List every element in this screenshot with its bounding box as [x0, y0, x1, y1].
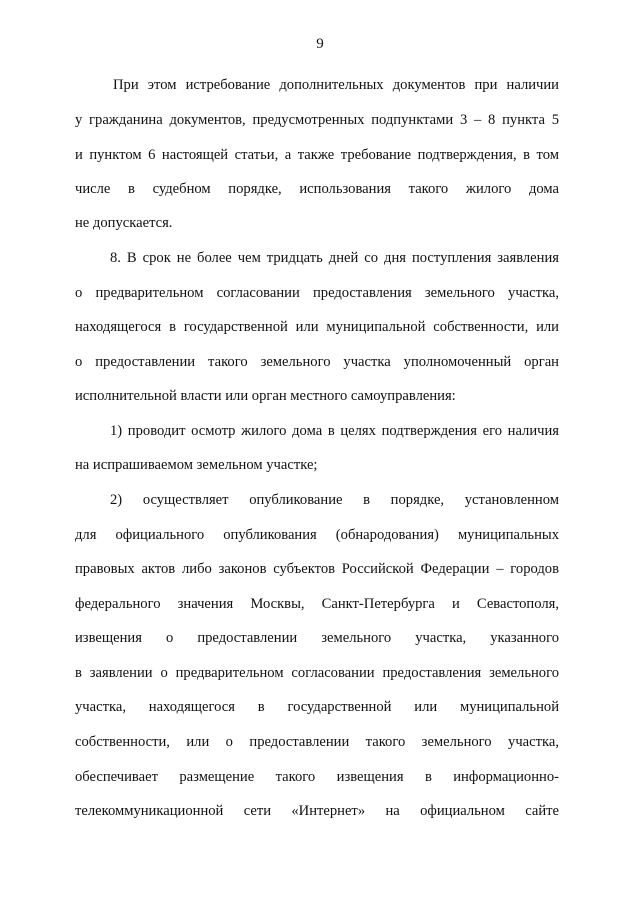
text-line: исполнительной власти или орган местного самоуправления:	[75, 388, 456, 404]
page-number: 9	[316, 36, 324, 52]
text-line: извещения о предоставлении земельного участка, указанного	[75, 630, 559, 646]
text-line: собственности, или о предоставлении такого земельного участка,	[75, 734, 559, 750]
text-line: о предварительном согласовании предоставления земельного участка,	[75, 285, 559, 301]
text-line: на испрашиваемом земельном участке;	[75, 457, 318, 473]
text-line: телекоммуникационной сети «Интернет» на официальном сайте	[75, 803, 559, 819]
text-line: 2) осуществляет опубликование в порядке, установленном	[110, 492, 559, 508]
text-line: находящегося в государственной или муниципальной собственности, или	[75, 319, 559, 335]
text-line: в заявлении о предварительном согласовании предоставления земельного	[75, 665, 559, 681]
text-line: федерального значения Москвы, Санкт-Петербурга и Севастополя,	[75, 596, 559, 612]
text-line: участка, находящегося в государственной или муниципальной	[75, 699, 559, 715]
text-line: обеспечивает размещение такого извещения в информационно-	[75, 769, 559, 785]
text-line: правовых актов либо законов субъектов Российской Федерации – городов	[75, 561, 559, 577]
text-line: не допускается.	[75, 215, 173, 231]
text-line: 1) проводит осмотр жилого дома в целях подтверждения его наличия	[110, 423, 559, 439]
text-line: и пунктом 6 настоящей статьи, а также требование подтверждения, в том	[75, 147, 559, 163]
text-line: у гражданина документов, предусмотренных подпунктами 3 – 8 пункта 5	[75, 112, 559, 128]
text-line: 8. В срок не более чем тридцать дней со дня поступления заявления	[110, 250, 559, 266]
text-line: При этом истребование дополнительных документов при наличии	[113, 77, 559, 93]
text-line: для официального опубликования (обнародования) муниципальных	[75, 527, 559, 543]
text-line: числе в судебном порядке, использования такого жилого дома	[75, 181, 559, 197]
text-line: о предоставлении такого земельного участка уполномоченный орган	[75, 354, 559, 370]
